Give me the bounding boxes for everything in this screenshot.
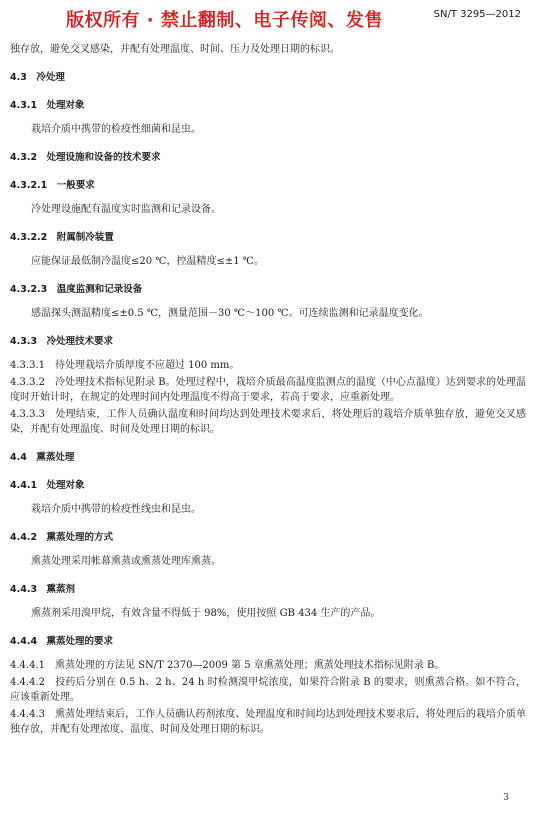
heading-4-3-2-2: 4.3.2.2 附属制冷装置 [10,232,114,243]
paragraph-4-4-2: 熏蒸处理采用帐幕熏蒸或熏蒸处理库熏蒸。 [31,556,221,567]
paragraph-4-4-3: 熏蒸剂采用溴甲烷，有效含量不得低于 98%，使用按照 GB 434 生产的产品。 [31,608,381,619]
paragraph-4-3-2-3: 感温探头测温精度≤±0.5 ℃，测量范围－30 ℃～100 ℃。可连续监测和记录温度变化。 [31,308,429,319]
clause-4-3-3-2: 4.3.3.2 冷处理技术指标见附录 B。处理过程中，栽培介质最高温度监测点的温度（中心点温度）达到要求的处理温度时开始计时，在规定的处理时间内处理温度不得高于要求，若高于要求，应重新处理。 [10,377,526,403]
clause-4-4-4-3: 4.4.4.3 熏蒸处理结束后，工作人员确认药剂浓度、处理温度和时间均达到处理技术要求后，将处理后的栽培介质单独存放，并配有处理浓度、温度、时间及处理日期的标识。 [10,709,526,735]
heading-4-3-2: 4.3.2 处理设施和设备的技术要求 [10,152,161,163]
heading-4-3-2-1: 4.3.2.1 一般要求 [10,180,95,191]
paragraph-4-3-2-2: 应能保证最低制冷温度≤20 ℃，控温精度≤±1 ℃。 [31,256,264,267]
paragraph-4-3-1: 栽培介质中携带的检疫性细菌和昆虫。 [31,124,201,135]
heading-4-4-1: 4.4.1 处理对象 [10,480,85,491]
heading-4-4-2: 4.4.2 熏蒸处理的方式 [10,532,114,543]
paragraph-4-4-1: 栽培介质中携带的检疫性线虫和昆虫。 [31,504,201,515]
clause-4-4-4-2: 4.4.4.2 投药后分别在 0.5 h、2 h、24 h 时检测溴甲烷浓度，如果符合附录 B 的要求，则熏蒸合格。如不符合，应该重新处理。 [10,677,526,703]
clause-4-4-4-1: 4.4.4.1 熏蒸处理的方法见 SN/T 2370—2009 第 5 章熏蒸处理；熏蒸处理技术指标见附录 B。 [10,660,445,671]
heading-4-3-1: 4.3.1 处理对象 [10,100,85,111]
document-body [10,42,526,737]
heading-4-3-2-3: 4.3.2.3 温度监测和记录设备 [10,284,143,295]
heading-4-4-4: 4.4.4 熏蒸处理的要求 [10,636,114,647]
clause-4-3-3-3: 4.3.3.3 处理结束，工作人员确认温度和时间均达到处理技术要求后，将处理后的栽培介质单独存放，避免交叉感染，并配有处理温度、时间及处理日期的标识。 [10,409,526,435]
standard-code: SN/T 3295—2012 [433,9,521,20]
heading-4-4: 4.4 熏蒸处理 [10,452,75,463]
heading-4-3: 4.3 冷处理 [10,72,65,83]
clause-4-3-3-1: 4.3.3.1 待处理栽培介质厚度不应超过 100 mm。 [10,360,240,371]
paragraph-continued: 独存放，避免交叉感染，并配有处理温度、时间、压力及处理日期的标识。 [10,44,340,55]
heading-4-4-3: 4.4.3 熏蒸剂 [10,584,76,595]
copyright-watermark: 版权所有 · 禁止翻制、电子传阅、发售 [66,10,383,31]
paragraph-4-3-2-1: 冷处理设施配有温度实时监测和记录设备。 [31,204,221,215]
heading-4-3-3: 4.3.3 冷处理技术要求 [10,336,114,347]
page-number: 3 [503,793,509,803]
